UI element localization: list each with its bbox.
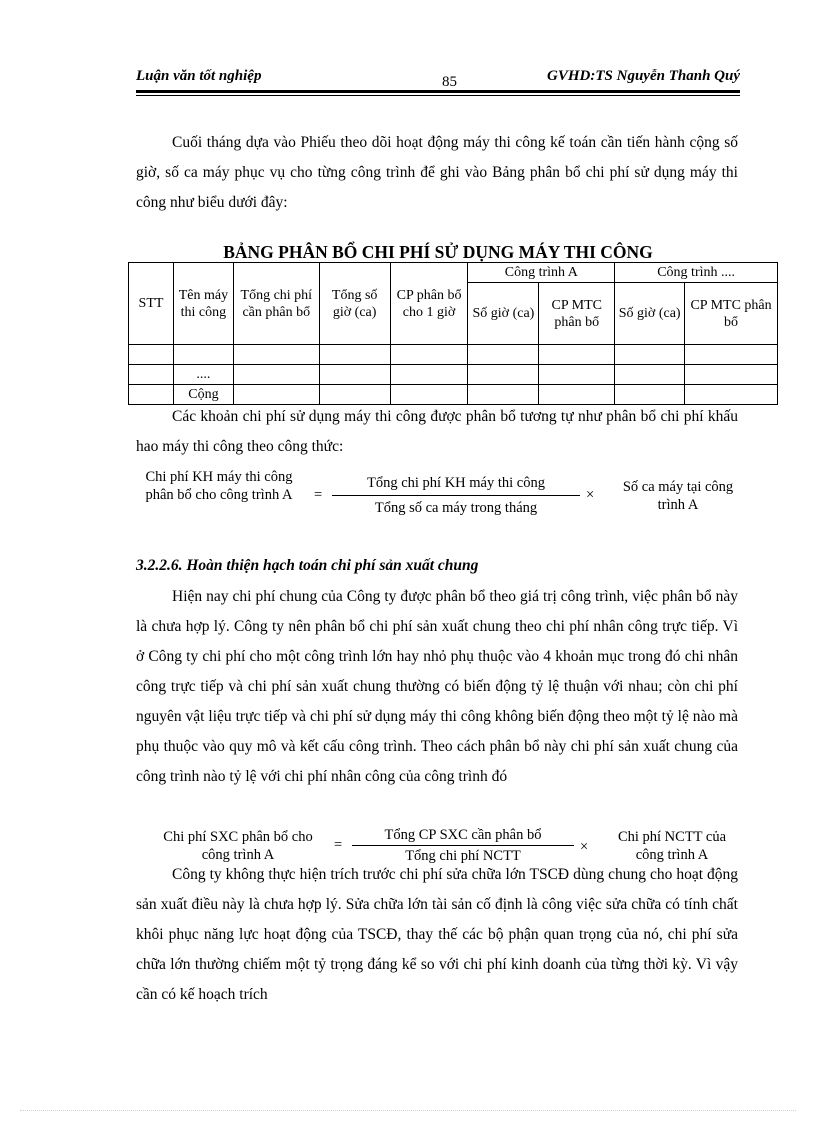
- formula-depreciation-rhs: Số ca máy tại công trình A: [622, 479, 734, 513]
- table-cell: [129, 345, 174, 365]
- formula-general-denominator: Tổng chi phí NCTT: [405, 848, 521, 864]
- header-stt: STT: [129, 263, 174, 345]
- header-cost-other: CP MTC phân bổ: [685, 283, 778, 345]
- formula-general-equals: =: [334, 837, 343, 853]
- formula-general-rhs: Chi phí NCTT của công trình A: [617, 829, 727, 863]
- paragraph-general-cost: Hiện nay chi phí chung của Công ty được phân bổ theo giá trị công trình, việc phân bổ này là chưa hợp lý. Công ty nên phân bổ chi phí sản xuất chung theo chi phí nhân công trực tiếp. Vì ở Công ty chi phí cho một công trình lớn hay nhỏ phụ thuộc vào 4 khoản mục trong đó chi nhân công trực tiếp và chi phí sản xuất chung thường có biến động tỷ lệ thuận với nhau; còn chi phí nguyên vật liệu trực tiếp và chi phí sử dụng máy thi công không biến động theo một tỷ lệ nào mà phụ thuộc vào quy mô và kết cấu công trình. Theo cách phân bổ này chi phí sản xuất chung của công trình nào tỷ lệ với chi phí nhân công của công trình đó: [136, 588, 738, 785]
- page-number: 85: [442, 74, 457, 90]
- table-cell: [539, 365, 615, 385]
- table-cell: [319, 345, 390, 365]
- table-cell: [468, 365, 539, 385]
- paragraph-intro: Cuối tháng dựa vào Phiếu theo dõi hoạt động máy thi công kế toán cần tiến hành cộng số giờ, số ca máy phục vụ cho từng công trình để ghi vào Bảng phân bổ chi phí sử dụng máy thi công như biểu dưới đây:: [136, 134, 738, 211]
- table-cell: [173, 345, 233, 365]
- paragraph-allocation: Các khoản chi phí sử dụng máy thi công được phân bổ tương tự như phân bổ chi phí khấu hao máy thi công theo công thức:: [136, 408, 738, 455]
- header-total-hours: Tổng số giờ (ca): [319, 263, 390, 345]
- table-cell: ....: [173, 365, 233, 385]
- table-cell: [685, 365, 778, 385]
- formula-depreciation-lhs: Chi phí KH máy thi công phân bổ cho công trình A: [145, 469, 293, 503]
- allocation-table: [128, 262, 778, 405]
- formula-depreciation-times: ×: [586, 487, 595, 503]
- header-rule-thin: [136, 95, 740, 96]
- section-heading: 3.2.2.6. Hoàn thiện hạch toán chi phí sản xuất chung: [136, 557, 479, 574]
- page-header: [136, 64, 740, 92]
- table-cell: [233, 365, 319, 385]
- formula-general-lhs: Chi phí SXC phân bổ cho công trình A: [163, 829, 313, 863]
- table-row: [129, 365, 778, 385]
- header-thesis-title: Luận văn tốt nghiệp: [136, 68, 262, 84]
- fraction-bar: [332, 495, 580, 496]
- table-cell: [615, 345, 685, 365]
- table-cell: [468, 345, 539, 365]
- table-cell: [539, 345, 615, 365]
- formula-depreciation: [0, 466, 816, 530]
- formula-depreciation-equals: =: [314, 487, 323, 503]
- table-cell: [685, 345, 778, 365]
- table-cell: Cộng: [173, 385, 233, 405]
- header-hours-other: Số giờ (ca): [615, 283, 685, 345]
- fraction-bar: [352, 845, 574, 846]
- header-cost-a: CP MTC phân bổ: [539, 283, 615, 345]
- table-cell: [129, 365, 174, 385]
- table-row: [129, 345, 778, 365]
- header-project-other: Công trình ....: [615, 263, 778, 283]
- header-supervisor: GVHD:TS Nguyễn Thanh Quý: [547, 68, 740, 84]
- formula-depreciation-fraction: [332, 474, 580, 517]
- header-project-a: Công trình A: [468, 263, 615, 283]
- table-cell: [233, 345, 319, 365]
- header-hours-a: Số giờ (ca): [468, 283, 539, 345]
- formula-general-numerator: Tổng CP SXC cần phân bổ: [384, 827, 542, 843]
- header-cost-per-hour: CP phân bổ cho 1 giờ: [390, 263, 468, 345]
- table-cell: [319, 365, 390, 385]
- header-rule-thick: [136, 90, 740, 93]
- header-machine: Tên máy thi công: [173, 263, 233, 345]
- table-cell: [615, 365, 685, 385]
- header-total-cost: Tổng chi phí cần phân bổ: [233, 263, 319, 345]
- formula-depreciation-denominator: Tổng số ca máy trong tháng: [374, 500, 538, 516]
- table-cell: [390, 345, 468, 365]
- footer-dotted-divider: [20, 1110, 796, 1111]
- paragraph-repair: Công ty không thực hiện trích trước chi phí sửa chữa lớn TSCĐ dùng chung cho hoạt động sản xuất điều này là chưa hợp lý. Sửa chữa lớn tài sản cố định là công việc sửa chữa có tính chất khôi phục năng lực hoạt động của TSCĐ, thay thế các bộ phận quan trọng của nó, chi phí sửa chữa lớn thường chiếm một tỷ trọng đáng kể so với chi phí kinh doanh của từng thời kỳ. Vì vậy cần có kế hoạch trích: [136, 866, 738, 1003]
- formula-general-times: ×: [580, 839, 589, 855]
- table-cell: [390, 365, 468, 385]
- table-title: BẢNG PHÂN BỔ CHI PHÍ SỬ DỤNG MÁY THI CÔNG: [223, 242, 653, 262]
- table-header-row: [129, 263, 778, 283]
- formula-depreciation-numerator: Tổng chi phí KH máy thi công: [366, 475, 545, 491]
